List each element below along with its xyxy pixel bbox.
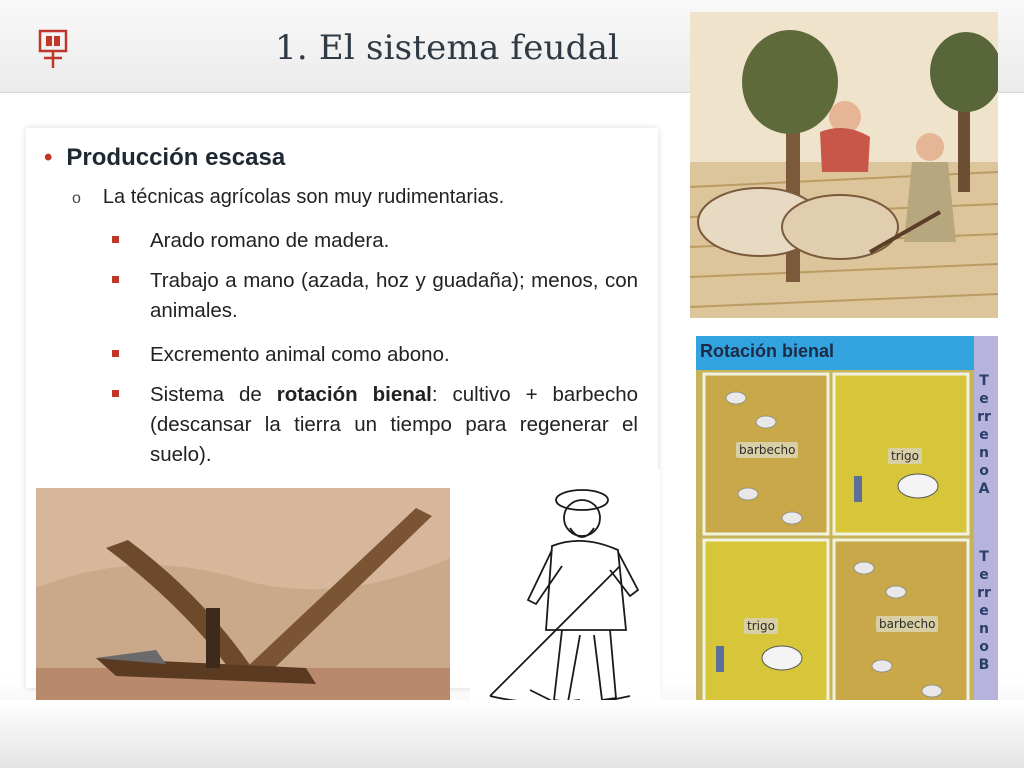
cell-label-2: trigo [888, 448, 922, 464]
bullet-sub [72, 186, 504, 209]
item4-before: Sistema de [150, 383, 277, 406]
cell-label-1: barbecho [736, 442, 798, 458]
rotation-diagram-image [696, 336, 998, 748]
cell-label-4: barbecho [876, 616, 938, 632]
ring-bullet-icon: o [72, 190, 81, 207]
bullet-main [44, 144, 285, 172]
bullet-item-1: Arado romano de madera. [150, 226, 638, 256]
rotation-title: Rotación bienal [700, 341, 835, 361]
wooden-plow-photo [36, 488, 450, 734]
round-bullet-icon: • [44, 144, 53, 171]
page-title: 1. El sistema feudal [275, 28, 620, 68]
footer-band [0, 700, 1024, 768]
side-label-a: TerrenoA [977, 373, 991, 497]
bullet-sub-text: La técnicas agrícolas son muy rudimentarias. [102, 186, 505, 208]
item4-bold: rotación bienal [276, 383, 432, 406]
cell-label-3: trigo [744, 618, 778, 634]
peasant-scythe-drawing [470, 470, 660, 732]
bullet-item-2: Trabajo a mano (azada, hoz y guadaña); menos, con animales. [150, 266, 638, 326]
side-label-b: TerrenoB [977, 549, 991, 673]
medieval-plowing-image [690, 12, 998, 318]
presentation-board-icon [36, 28, 70, 70]
bullet-item-3: Excremento animal como abono. [150, 340, 638, 370]
bullet-main-text: Producción escasa [66, 144, 286, 171]
bullet-item-4 [150, 380, 638, 470]
item4-after: : cultivo + barbecho (descansar la tierra un tiempo para regenerar el suelo). [150, 383, 638, 466]
